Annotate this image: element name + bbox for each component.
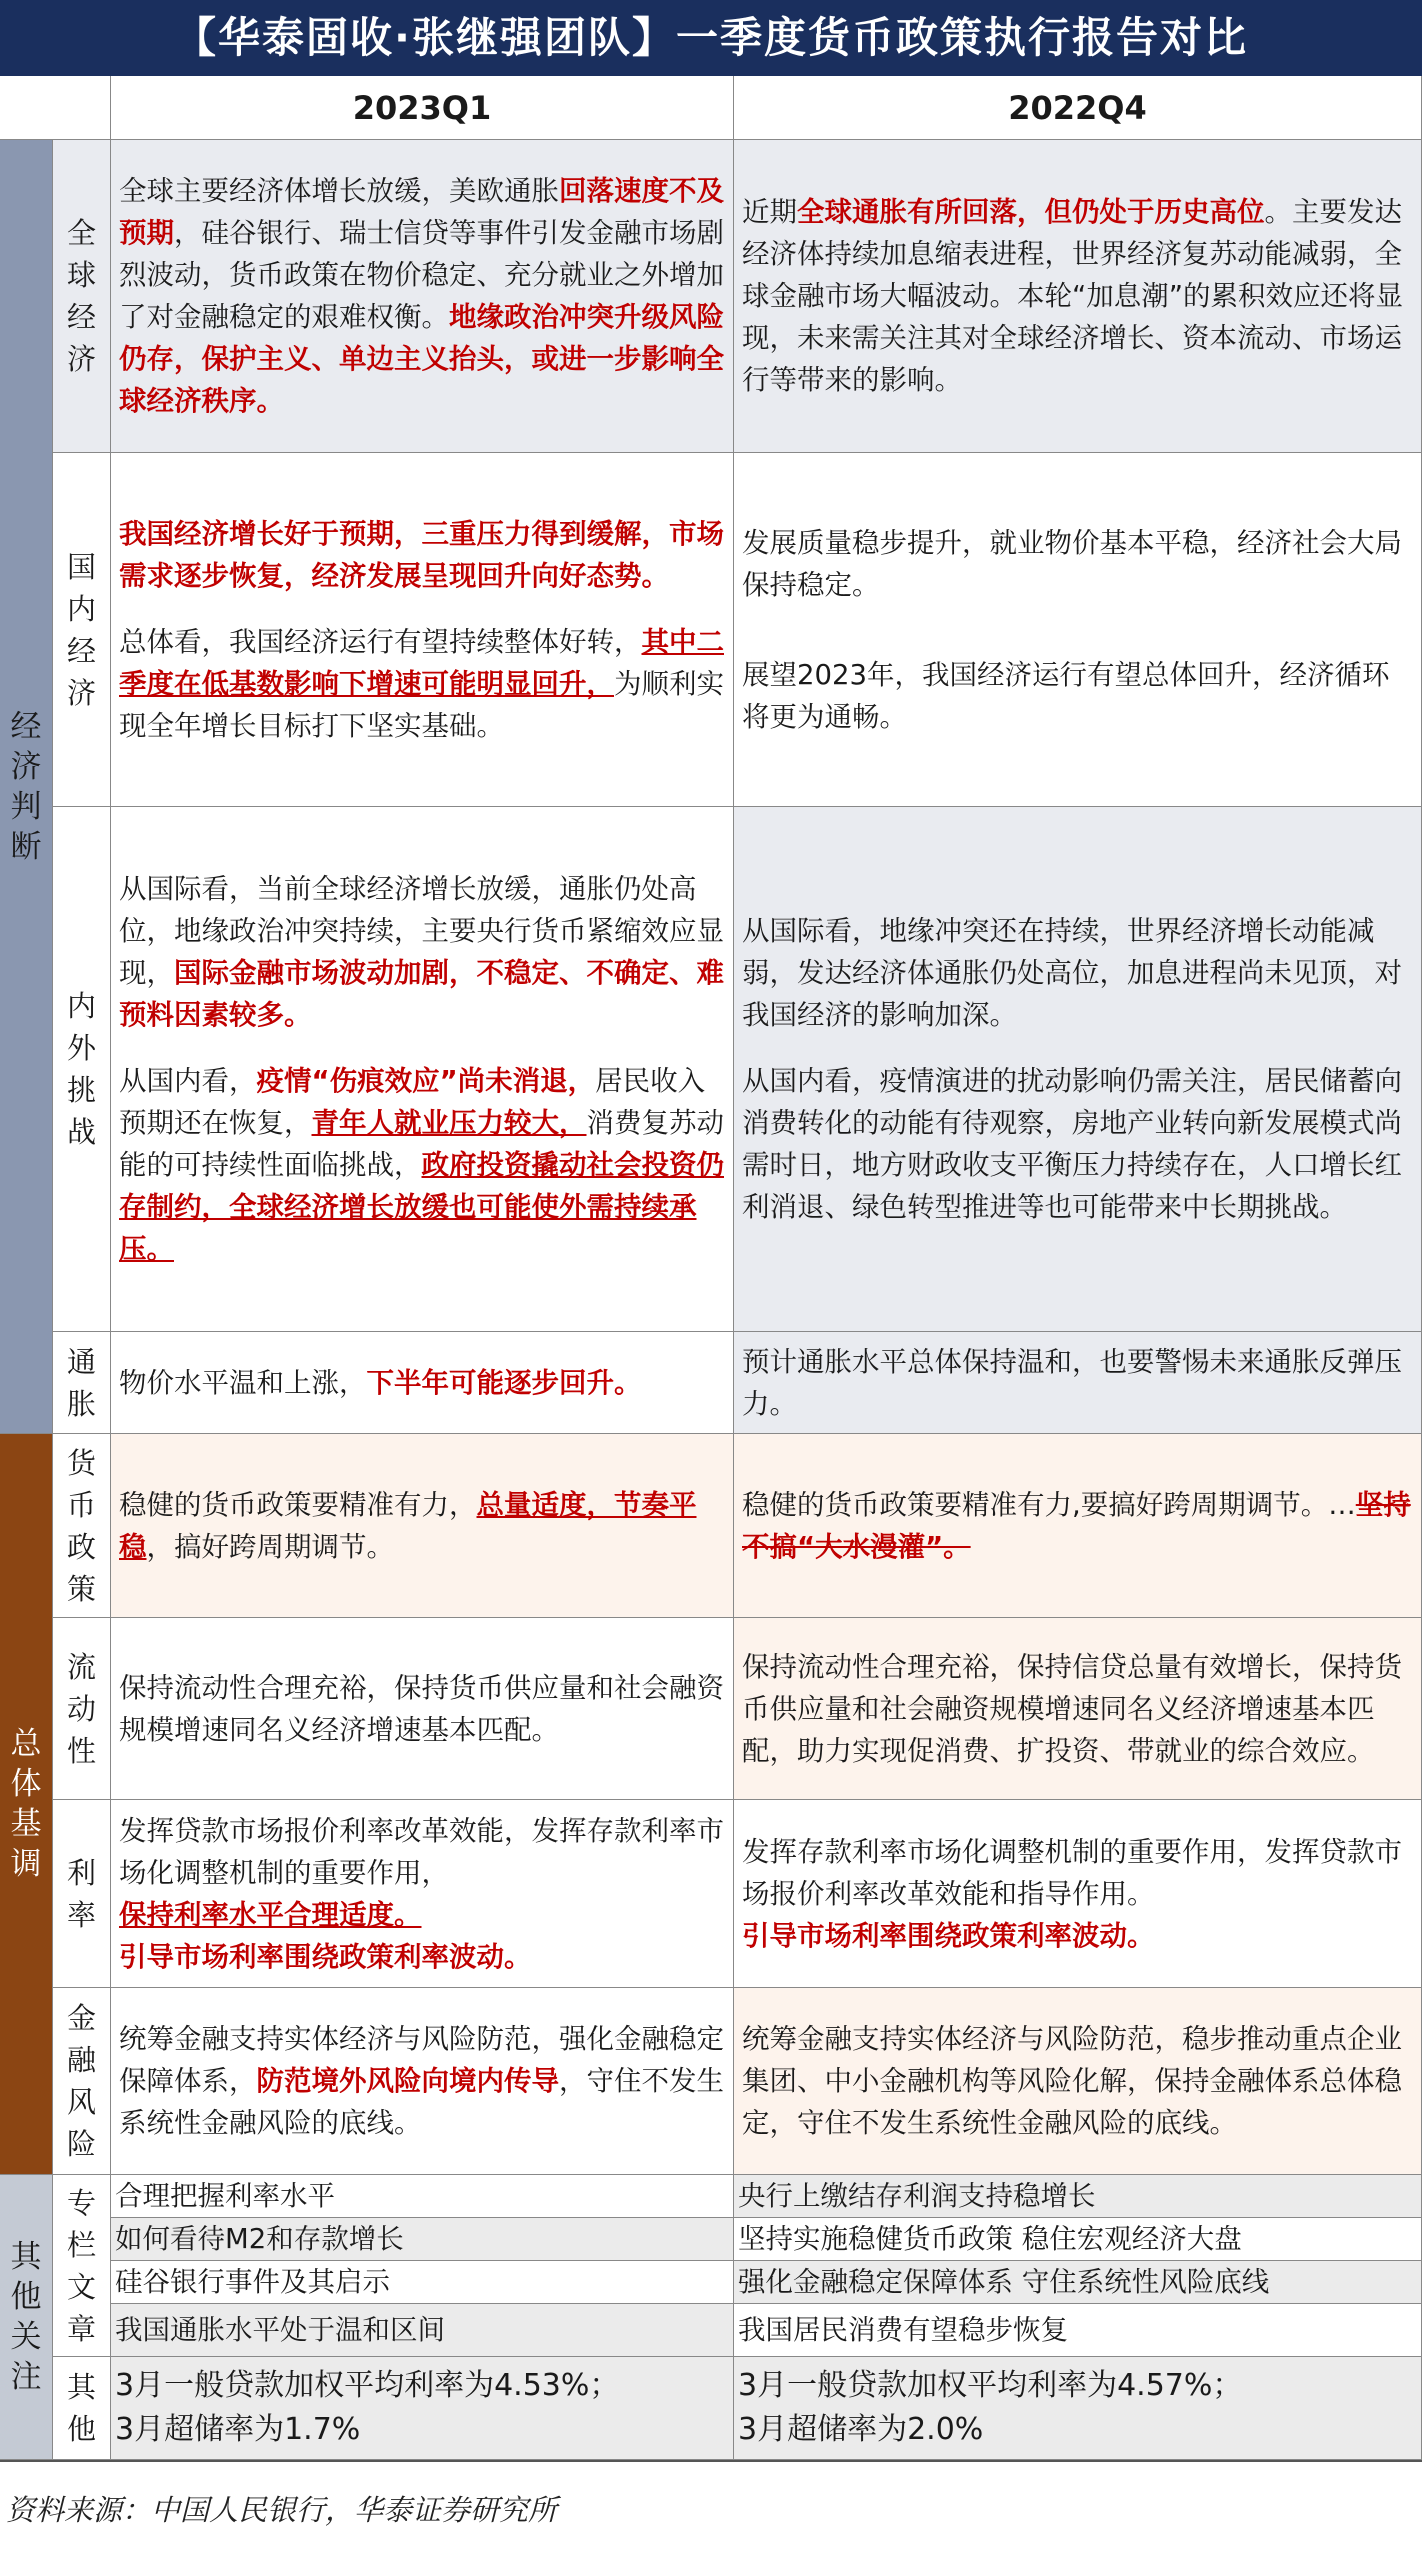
article-q1-2: 如何看待M2和存款增长 bbox=[111, 2218, 734, 2261]
row-label-rate: 利率 bbox=[53, 1800, 111, 1988]
text-run: 发展质量稳步提升，就业物价基本平稳，经济社会大局保持稳定。 bbox=[742, 526, 1402, 601]
others-q1-line: 3月超储率为1.7% bbox=[115, 2412, 361, 2447]
text-run: 防范境外风险向境内传导 bbox=[256, 2065, 559, 2097]
cell-rate-q4 bbox=[734, 1800, 1422, 1988]
cell-others-q1 bbox=[111, 2357, 734, 2460]
cell-inflation-q1 bbox=[111, 1332, 734, 1434]
source-note: 资料来源：中国人民银行，华泰证券研究所 bbox=[6, 2493, 558, 2527]
text-run: ，守住不发生系统性金融风险的底线。 bbox=[119, 2065, 724, 2139]
cell-others-q4 bbox=[734, 2357, 1422, 2460]
article-q4-1: 央行上缴结存利润支持稳增长 bbox=[734, 2175, 1422, 2218]
text-run: 从国际看，当前全球经济增长放缓，通胀仍处高位，地缘政治冲突持续，主要央行货币紧缩效应显现， bbox=[119, 873, 724, 989]
text-run: 坚持不搞“大水漫灌”。 bbox=[742, 1488, 1411, 1563]
text-run: 从国内看， bbox=[119, 1065, 257, 1097]
section-tone bbox=[0, 1434, 53, 2175]
cell-rate-q1 bbox=[111, 1800, 734, 1988]
text-run: 引导市场利率围绕政策利率波动。 bbox=[742, 1919, 1155, 1952]
others-q4-line: 3月超储率为2.0% bbox=[738, 2412, 984, 2447]
text-run: 国际金融市场波动加剧，不稳定、不确定、难预料因素较多。 bbox=[119, 957, 724, 1031]
text-run: 统筹金融支持实体经济与风险防范，稳步推动重点企业集团、中小金融机构等风险化解，保持金融体系总体稳定，守住不发生系统性金融风险的底线。 bbox=[742, 2023, 1402, 2139]
section-label: 经济判断 bbox=[10, 708, 42, 865]
text-run: 全球主要经济体增长放缓，美欧通胀 bbox=[119, 175, 559, 207]
text-run: 统筹金融支持实体经济与风险防范，强化金融稳定保障体系， bbox=[119, 2023, 724, 2097]
row-label-others: 其他 bbox=[53, 2357, 111, 2460]
text-run: 从国际看，地缘冲突还在持续，世界经济增长动能减弱，发达经济体通胀仍处高位，加息进程尚未见顶，对我国经济的影响加深。 bbox=[742, 915, 1402, 1031]
article-q4-3: 强化金融稳定保障体系 守住系统性风险底线 bbox=[734, 2261, 1422, 2304]
cell-monetary-q4 bbox=[734, 1434, 1422, 1618]
row-label-monetary: 货币政策 bbox=[53, 1434, 111, 1618]
cell-domestic-q1 bbox=[111, 453, 734, 807]
text-run: 保持流动性合理充裕，保持货币供应量和社会融资规模增速同名义经济增速基本匹配。 bbox=[119, 1671, 724, 1746]
row-label-global: 全球经济 bbox=[53, 140, 111, 453]
text-run: 发挥存款利率市场化调整机制的重要作用，发挥贷款市场报价利率改革效能和指导作用。 bbox=[742, 1835, 1402, 1910]
cell-global-q1 bbox=[111, 140, 734, 453]
text-run: 政府投资撬动社会投资仍存制约，全球经济增长放缓也可能使外需持续承压。 bbox=[119, 1149, 724, 1265]
text-run: ，硅谷银行、瑞士信贷等事件引发金融市场剧烈波动，货币政策在物价稳定、充分就业之外增加了对金融稳定的艰难权衡。 bbox=[119, 217, 724, 333]
text-run: 为顺利实现全年增长目标打下坚实基础。 bbox=[119, 667, 724, 742]
cell-liquidity-q1 bbox=[111, 1618, 734, 1800]
text-run: 全球通胀有所回落，但仍处于历史高位 bbox=[797, 196, 1265, 228]
text-run: 展望2023年，我国经济运行有望总体回升，经济循环将更为通畅。 bbox=[742, 658, 1390, 733]
text-run: ，搞好跨周期调节。 bbox=[146, 1530, 394, 1563]
section-label: 总体基调 bbox=[10, 1726, 42, 1882]
cell-domestic-q4 bbox=[734, 453, 1422, 807]
text-run: 其中二季度在低基数影响下增速可能明显回升， bbox=[119, 625, 724, 700]
text-run: 地缘政治冲突升级风险仍存，保护主义、单边主义抬头，或进一步影响全球经济秩序。 bbox=[119, 301, 724, 417]
text-run: 从国内看，疫情演进的扰动影响仍需关注，居民储蓄向消费转化的动能有待观察，房地产业转向新发展模式尚需时日，地方财政收支平衡压力持续存在，人口增长红利消退、绿色转型推进等也可能带来中长期挑战。 bbox=[742, 1065, 1402, 1223]
section-other bbox=[0, 2175, 53, 2460]
header-corner bbox=[0, 76, 111, 140]
row-label-liquidity: 流动性 bbox=[53, 1618, 111, 1800]
cell-challenge-q1 bbox=[111, 807, 734, 1332]
text-run: 稳健的货币政策要精准有力,要搞好跨周期调节。… bbox=[742, 1488, 1356, 1521]
column-header-2022q4: 2022Q4 bbox=[734, 76, 1422, 140]
article-q4-2: 坚持实施稳健货币政策 稳住宏观经济大盘 bbox=[734, 2218, 1422, 2261]
text-run: 预计通胀水平总体保持温和，也要警惕未来通胀反弹压力。 bbox=[742, 1345, 1402, 1420]
cell-liquidity-q4 bbox=[734, 1618, 1422, 1800]
text-run: 保持利率水平合理适度。 bbox=[119, 1898, 422, 1931]
row-label-articles: 专栏文章 bbox=[53, 2175, 111, 2357]
text-run: 物价水平温和上涨， bbox=[119, 1366, 367, 1399]
text-run: 发挥贷款市场报价利率改革效能，发挥存款利率市场化调整机制的重要作用， bbox=[119, 1814, 724, 1889]
article-q4-4: 我国居民消费有望稳步恢复 bbox=[734, 2304, 1422, 2357]
text-run: 近期 bbox=[742, 196, 797, 228]
row-label-domestic: 国内经济 bbox=[53, 453, 111, 807]
row-label-inflation: 通胀 bbox=[53, 1332, 111, 1434]
text-run: 引导市场利率围绕政策利率波动。 bbox=[119, 1940, 532, 1973]
page-title: 【华泰固收·张继强团队】一季度货币政策执行报告对比 bbox=[0, 0, 1422, 76]
article-q1-1: 合理把握利率水平 bbox=[111, 2175, 734, 2218]
text-run: 疫情“伤痕效应”尚未消退， bbox=[256, 1065, 596, 1097]
cell-inflation-q4 bbox=[734, 1332, 1422, 1434]
cell-risk-q1 bbox=[111, 1988, 734, 2175]
section-label: 其他关注 bbox=[10, 2239, 42, 2395]
row-label-challenge: 内外挑战 bbox=[53, 807, 111, 1332]
row-label-risk: 金融风险 bbox=[53, 1988, 111, 2175]
text-run: 保持流动性合理充裕，保持信贷总量有效增长，保持货币供应量和社会融资规模增速同名义经济增速基本匹配，助力实现促消费、扩投资、带就业的综合效应。 bbox=[742, 1650, 1402, 1767]
cell-global-q4 bbox=[734, 140, 1422, 453]
text-run: 青年人就业压力较大， bbox=[311, 1107, 587, 1139]
cell-challenge-q4 bbox=[734, 807, 1422, 1332]
others-q1-line: 3月一般贷款加权平均利率为4.53%； bbox=[115, 2368, 620, 2403]
text-run: 下半年可能逐步回升。 bbox=[366, 1366, 642, 1399]
text-run: 居民收入预期还在恢复， bbox=[119, 1065, 706, 1139]
section-economy bbox=[0, 140, 53, 1434]
cell-monetary-q1 bbox=[111, 1434, 734, 1618]
text-run: 消费复苏动能的可持续性面临挑战， bbox=[119, 1107, 724, 1181]
text-run: 我国经济增长好于预期，三重压力得到缓解，市场需求逐步恢复，经济发展呈现回升向好态势。 bbox=[119, 517, 724, 592]
others-q4-line: 3月一般贷款加权平均利率为4.57%； bbox=[738, 2368, 1243, 2403]
text-run: 回落速度不及预期 bbox=[119, 175, 724, 249]
column-header-2023q1: 2023Q1 bbox=[111, 76, 734, 140]
article-q1-4: 我国通胀水平处于温和区间 bbox=[111, 2304, 734, 2357]
text-run: 稳健的货币政策要精准有力， bbox=[119, 1488, 477, 1521]
cell-risk-q4 bbox=[734, 1988, 1422, 2175]
text-run: 。主要发达经济体持续加息缩表进程，世界经济复苏动能减弱，全球金融市场大幅波动。本轮“加息潮”的累积效应还将显现，未来需关注其对全球经济增长、资本流动、市场运行等带来的影响。 bbox=[742, 196, 1403, 396]
text-run: 总体看，我国经济运行有望持续整体好转， bbox=[119, 625, 642, 658]
article-q1-3: 硅谷银行事件及其启示 bbox=[111, 2261, 734, 2304]
comparison-table bbox=[0, 76, 1422, 2462]
text-run: 总量适度，节奏平稳 bbox=[119, 1488, 697, 1563]
